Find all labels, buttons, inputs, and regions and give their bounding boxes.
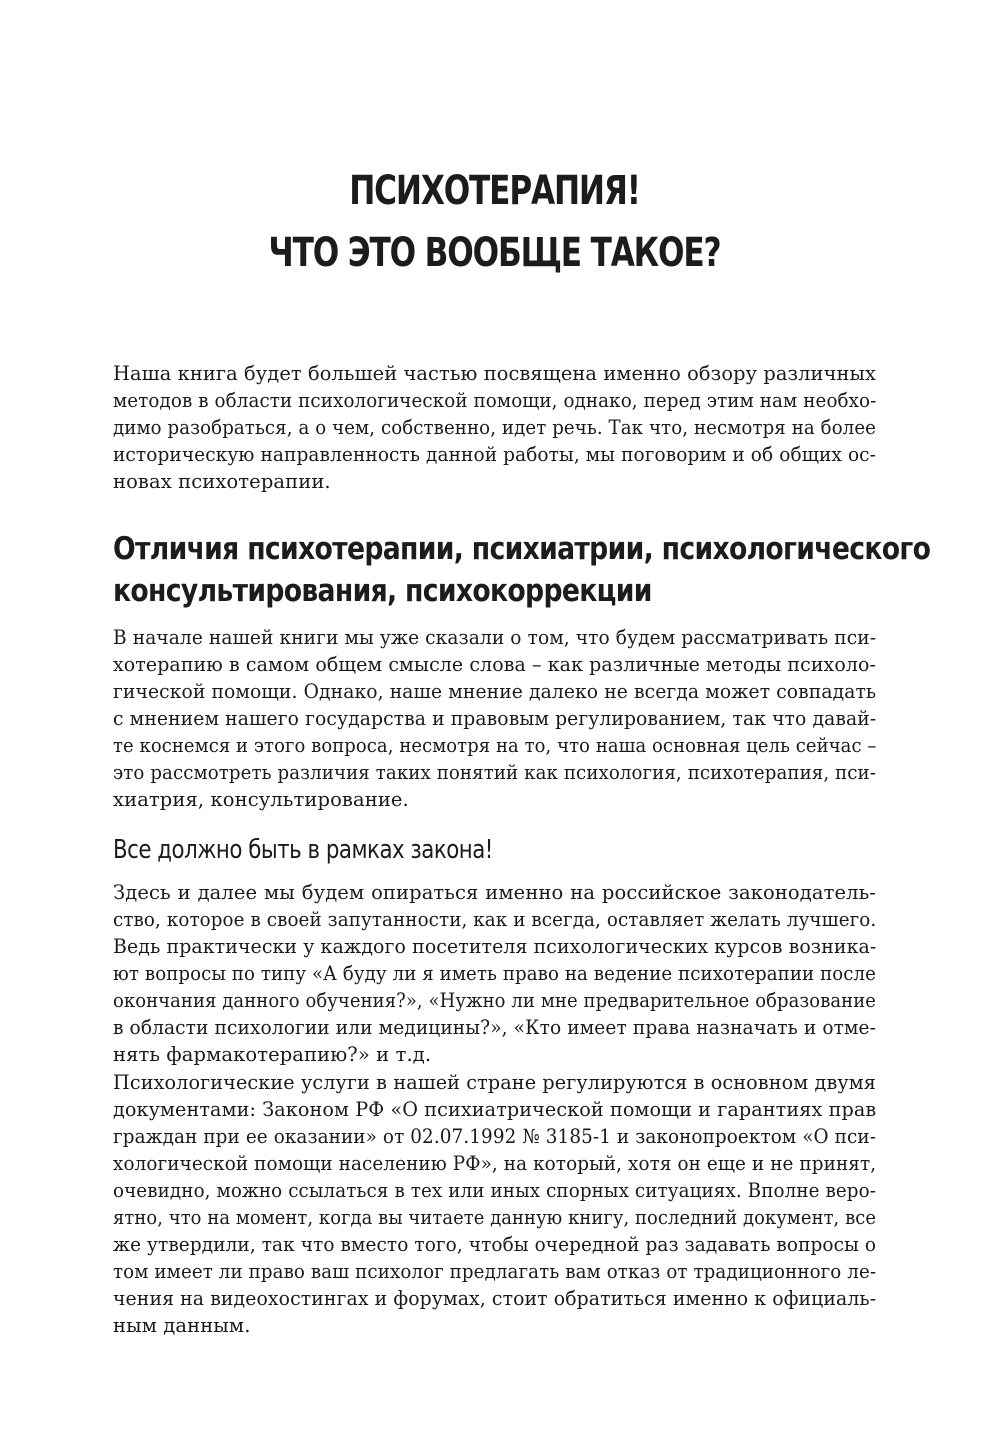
section-heading [113, 528, 931, 612]
chapter-title-line: ЧТО ЭТО ВООБЩЕ ТАКОЕ? [268, 230, 721, 276]
subsection-heading: Все должно быть в рамках закона! [113, 835, 493, 865]
paragraph-line: ятно, что на момент, когда вы читаете данную книгу, последний документ, все [113, 1206, 877, 1229]
paragraph-line: окончания данного обучения?», «Нужно ли мне предварительное образование [113, 989, 876, 1012]
intro-line: методов в области психологической помощи, однако, перед этим нам необхо- [113, 389, 877, 412]
subsection-paragraph-1 [113, 879, 876, 1068]
chapter-title-line: ПСИХОТЕРАПИЯ! [349, 168, 640, 214]
paragraph-line: ным данным. [113, 1314, 251, 1337]
paragraph-line: очевидно, можно ссылаться в тех или иных спорных ситуациях. Вполне веро- [113, 1179, 876, 1202]
section-paragraph [113, 624, 876, 813]
paragraph-line: ют вопросы по типу «А буду ли я иметь право на ведение психотерапии после [113, 962, 876, 985]
paragraph-line: в области психологии или медицины?», «Кто имеет права назначать и отме- [113, 1016, 876, 1039]
paragraph-line: гической помощи. Однако, наше мнение далеко не всегда может совпадать [113, 680, 877, 703]
paragraph-line: хиатрия, консультирование. [113, 788, 409, 811]
paragraph-line: те коснемся и этого вопроса, несмотря на то, что наша основная цель сейчас – [113, 734, 877, 757]
section-heading-line: Отличия психотерапии, психиатрии, психологического [113, 531, 931, 567]
chapter-title [197, 160, 792, 284]
intro-line: димо разобраться, а о чем, собственно, идет речь. Так что, несмотря на более [113, 416, 876, 439]
paragraph-line: том имеет ли право ваш психолог предлагать вам отказ от традиционного ле- [113, 1260, 877, 1283]
paragraph-line: ство, которое в своей запутанности, как и всегда, оставляет желать лучшего. [113, 908, 877, 931]
paragraph-line: хотерапию в самом общем смысле слова – как различные методы психоло- [113, 653, 876, 676]
subsection-paragraph-2 [113, 1069, 876, 1339]
paragraph-line: документами: Законом РФ «О психиатрической помощи и гарантиях прав [113, 1098, 877, 1121]
paragraph-line: же утвердили, так что вместо того, чтобы очередной раз задавать вопросы о [113, 1233, 877, 1256]
paragraph-line: В начале нашей книги мы уже сказали о том, что будем рассматривать пси- [113, 626, 877, 649]
intro-line: новах психотерапии. [113, 470, 331, 493]
paragraph-line: хологической помощи населению РФ», на который, хотя он еще и не принят, [113, 1152, 877, 1175]
paragraph-line: Ведь практически у каждого посетителя психологических курсов возника- [113, 935, 877, 958]
intro-line: Наша книга будет большей частью посвящена именно обзору различных [113, 362, 877, 385]
section-heading-line: консультирования, психокоррекции [113, 573, 652, 609]
intro-paragraph [113, 360, 876, 495]
paragraph-line: нять фармакотерапию?» и т.д. [113, 1043, 432, 1066]
paragraph-line: Психологические услуги в нашей стране регулируются в основном двумя [113, 1071, 876, 1094]
paragraph-line: это рассмотреть различия таких понятий как психология, психотерапия, пси- [113, 761, 876, 784]
paragraph-line: с мнением нашего государства и правовым регулированием, так что давай- [113, 707, 877, 730]
paragraph-line: Здесь и далее мы будем опираться именно на российское законодатель- [113, 881, 876, 904]
intro-line: историческую направленность данной работы, мы поговорим и об общих ос- [113, 443, 876, 466]
paragraph-line: граждан при ее оказании» от 02.07.1992 № 3185-1 и законопроектом «О пси- [113, 1125, 876, 1148]
paragraph-line: чения на видеохостингах и форумах, стоит обратиться именно к официаль- [113, 1287, 877, 1310]
